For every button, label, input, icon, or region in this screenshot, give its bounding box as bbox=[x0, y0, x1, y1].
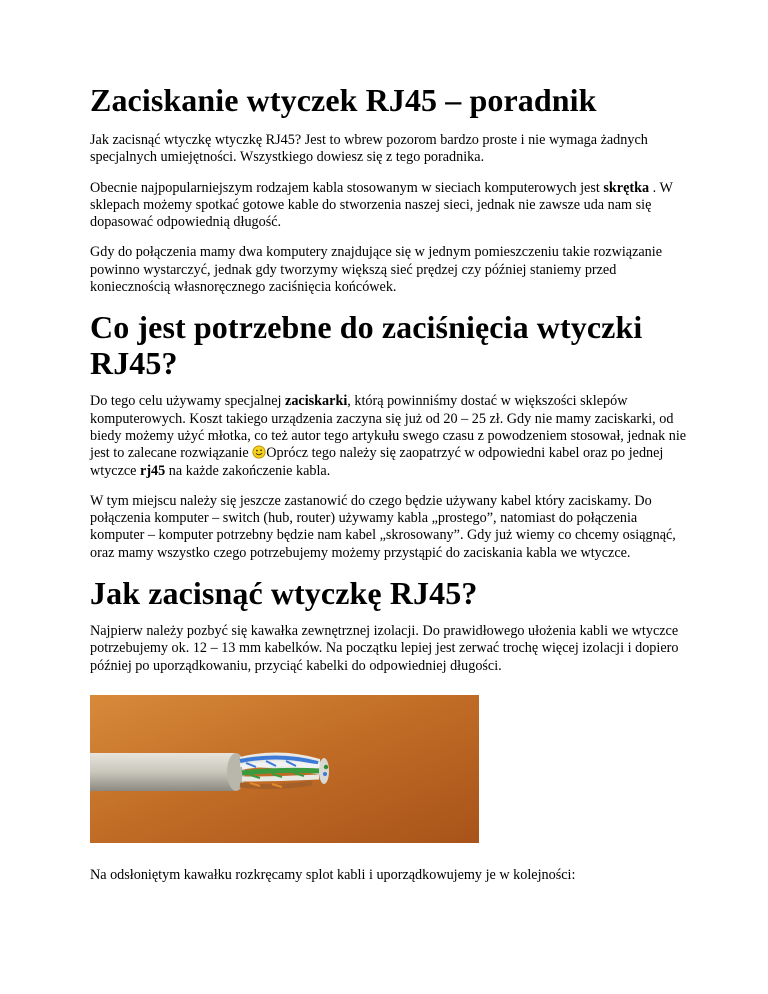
requirements-paragraph-2: W tym miejscu należy się jeszcze zastanowić do czego będzie używany kabel który zaciskamy. Do połączenia komputer – switch (hub, router) używamy kabla „prostego”, natomiast do połączenia komputer – komputer potrzebny będzie nam kabel „skrosowany”. Gdy już wiemy co chcemy osiągnąć, oraz mamy wszystko czego potrzebujemy możemy przystąpić do zaciskania kabla we wtyczce. bbox=[90, 492, 676, 561]
text-run: . W sklepach możemy spotkać gotowe kable do stworzenia naszej sieci, jednak nie zawsze uda nam się dopasować odpowiednią długość. bbox=[90, 179, 673, 231]
intro-paragraph-2 bbox=[90, 180, 690, 232]
bold-term-skretka: skrętka bbox=[603, 179, 650, 196]
text-run: Oprócz tego należy się zaopatrzyć w odpowiedni kabel oraz po jednej wtyczce bbox=[90, 445, 664, 479]
text-run: Do tego celu używamy specjalnej bbox=[90, 393, 286, 410]
bold-term-rj45: rj45 bbox=[140, 462, 166, 479]
smiley-icon bbox=[252, 445, 266, 459]
text-run: Obecnie najpopularniejszym rodzajem kabla stosowanym w sieciach komputerowych jest bbox=[90, 179, 604, 196]
cable-photo bbox=[90, 695, 479, 843]
text-run: na każde zakończenie kabla. bbox=[165, 462, 331, 479]
section-heading-requirements: Co jest potrzebne do zaciśnięcia wtyczki RJ45? bbox=[90, 309, 643, 382]
howto-paragraph-2: Na odsłoniętym kawałku rozkręcamy splot kabli i uporządkowujemy je w kolejności: bbox=[90, 866, 576, 883]
document-body bbox=[90, 82, 690, 897]
page-title: Zaciskanie wtyczek RJ45 – poradnik bbox=[90, 82, 597, 118]
intro-paragraph-3: Gdy do połączenia mamy dwa komputery znajdujące się w jednym pomieszczeniu takie rozwiązanie powinno wystarczyć, jednak gdy tworzymy większą sieć prędzej czy później staniemy przed koniecznością własnoręcznego zaciśnięcia końcówek. bbox=[90, 244, 663, 296]
bold-term-zaciskarka: zaciskarki bbox=[285, 393, 348, 410]
requirements-paragraph-1 bbox=[90, 393, 690, 479]
howto-paragraph-1: Najpierw należy pozbyć się kawałka zewnętrznej izolacji. Do prawidłowego ułożenia kabli we wtyczce potrzebujemy ok. 12 – 13 mm kabelków. Na początku lepiej jest zerwać trochę więcej izolacji i dopiero później po uporządkowaniu, przyciąć kabelki do odpowiedniej długości. bbox=[90, 623, 679, 674]
intro-paragraph-1: Jak zacisnąć wtyczkę wtyczkę RJ45? Jest to wbrew pozorom bardzo proste i nie wymaga żadnych specjalnych umiejętności. Wszystkiego dowiesz się z tego poradnika. bbox=[90, 132, 648, 166]
text-run: , którą powinniśmy dostać w większości sklepów komputerowych. Koszt takiego urządzenia zaczyna się już od 20 – 25 zł. Gdy nie mamy zaciskarki, od biedy możemy użyć młotka, co też autor tego artykułu swego czasu z powodzeniem stosował, jednak nie jest to zalecane rozwiązanie bbox=[90, 393, 687, 462]
section-heading-how-to: Jak zacisnąć wtyczkę RJ45? bbox=[90, 575, 478, 612]
